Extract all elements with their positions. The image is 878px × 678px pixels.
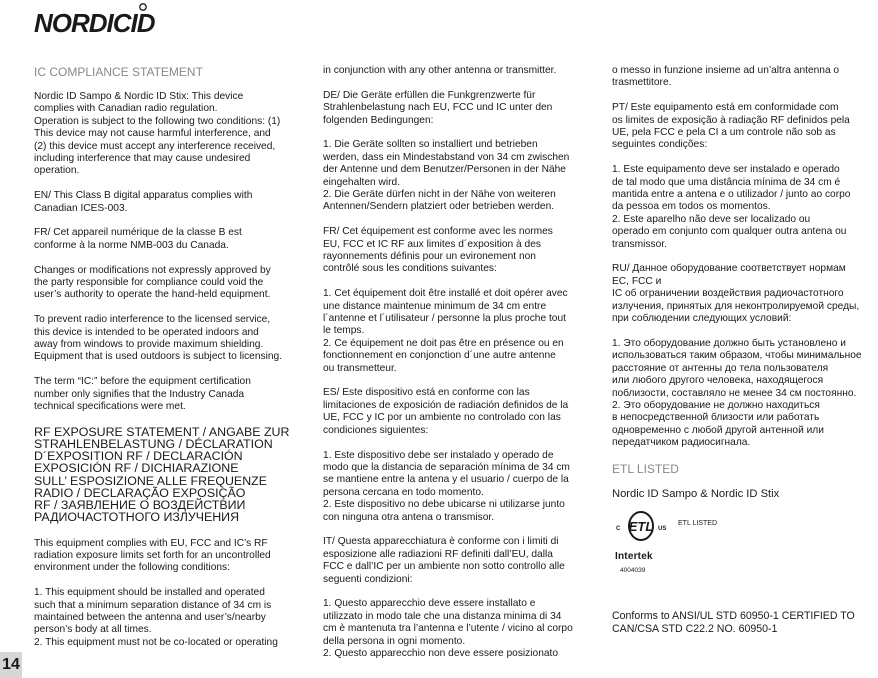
fr-intro-paragraph: FR/ Cet équipement est conforme avec les normes EU, FCC et IC RF aux limites d´exposition à des rayonnements définis pour un evironement non contrôlé sous les conditions suivantes: bbox=[323, 226, 553, 275]
it-conditions-list: 1. Questo apparecchio deve essere installato e utilizzato in modo tale che una distanza minima di 34 cm è mantenuta tra l’antenna e l’utente / vicino al corpo della persona in ogni momento. 2. Questo apparecchio non deve essere posizionato bbox=[323, 598, 573, 659]
ic-compliance-heading: IC COMPLIANCE STATEMENT bbox=[34, 65, 203, 79]
etl-logo-icon bbox=[612, 510, 670, 542]
prevent-interference-paragraph: To prevent radio interference to the licensed service, this device is intended to be operated indoors and away from windows to provide maximum shielding. Equipment that is used outdoors is subject to licensing. bbox=[34, 314, 283, 363]
svg-text:ETL: ETL bbox=[628, 519, 654, 535]
column-2 bbox=[323, 65, 587, 673]
etl-certification-mark bbox=[612, 510, 878, 575]
pt-intro-paragraph: PT/ Este equipamento está em conformidade com os limites de exposição à radiação RF definidos pela UE, pela FCC e pela CI a um controle não sob as seguintes condições: bbox=[612, 102, 850, 151]
logo-text: NORDICID bbox=[34, 8, 155, 36]
product-name: Nordic ID Sampo & Nordic ID Stix bbox=[612, 487, 780, 500]
rf-exposure-heading: RF EXPOSURE STATEMENT / ANGABE ZUR STRAHLENBELASTUNG / DÉCLARATION D´EXPOSITION RF / DECLARACIÓN EXPOSICIÓN RF / DICHIARAZIONE SULL’ ESPOSIZIONE ALLE FREQUENZE RADIO / DECLARAÇÃO EXPOSIÇÃO RF / ЗАЯВЛЕНИЕ О ВОЗДЕЙСТВИИ РАДИОЧАСТОТНОГО ИЗЛУЧЕНИЯ bbox=[34, 424, 290, 525]
rf-conditions-list: 1. This equipment should be installed and operated such that a minimum separation distance of 34 cm is maintained between the antenna and user’s/nearby person’s body at all times. 2. This equipment must not be co-located or operating bbox=[34, 587, 278, 648]
etl-c-label: C bbox=[616, 526, 621, 533]
etl-listed-label: ETL LISTED bbox=[678, 520, 718, 528]
column-3 bbox=[612, 65, 878, 635]
it-intro-paragraph: IT/ Questa apparecchiatura è conforme con i limiti di esposizione alle radiazioni RF definiti dall’EU, dalla FCC e dall’IC per un ambiente non sotto controllo alle seguenti condizioni: bbox=[323, 536, 565, 585]
changes-paragraph: Changes or modifications not expressly approved by the party responsible for compliance could void the user’s authority to operate the hand-held equipment. bbox=[34, 264, 271, 301]
ru-intro-paragraph: RU/ Данное оборудование соответствует нормам EC, FCC и IC об ограничении воздействия радиочастотного излучения, принятых для неконтролируемой среды, при соблюдении следующих условий: bbox=[612, 263, 860, 325]
nordic-id-logo bbox=[34, 8, 164, 36]
conformity-statement: Conforms to ANSI/UL STD 60950-1 CERTIFIED TO CAN/CSA STD C22.2 NO. 60950-1 bbox=[612, 610, 855, 635]
etl-listed-heading: ETL LISTED bbox=[612, 461, 679, 476]
rf-list-continuation: in conjunction with any other antenna or transmitter. bbox=[323, 65, 557, 76]
column-1 bbox=[34, 65, 296, 662]
term-ic-paragraph: The term “IC:” before the equipment certification number only signifies that the Industry Canada technical specifications were met. bbox=[34, 376, 251, 413]
es-intro-paragraph: ES/ Este dispositivo está en conforme con las limitaciones de exposición de radiación definidos de la UE, FCC y IC por un ambiente no controlado con las condiciones siguientes: bbox=[323, 387, 569, 436]
etl-us-label: US bbox=[658, 526, 667, 533]
pt-conditions-list: 1. Este equipamento deve ser instalado e operado de tal modo que uma distância mínima de 34 cm é mantida entre a antena e o utilizador / junto ao corpo da pessoa em todos os momentos. 2. Este aparelho não deve ser localizado ou operado em conjunto com qualquer outra antena ou transmissor. bbox=[612, 164, 851, 250]
page-number: 14 bbox=[0, 652, 22, 678]
logo-mark-icon bbox=[138, 2, 148, 12]
ic-en-paragraph: EN/ This Class B digital apparatus complies with Canadian ICES-003. bbox=[34, 190, 253, 214]
ic-paragraph: Nordic ID Sampo & Nordic ID Stix: This device complies with Canadian radio regulation. Operation is subject to the following two conditions: (1) This device may not cause harmful interference, and (2) this device must accept any interference received, including interference that may cause undesired operation. bbox=[34, 91, 281, 177]
de-intro-paragraph: DE/ Die Geräte erfüllen die Funkgrenzwerte für Strahlenbelastung nach EU, FCC und IC unter den folgenden Bedingungen: bbox=[323, 89, 553, 126]
intertek-label: Intertek bbox=[615, 551, 653, 563]
it-list-continuation: o messo in funzione insieme ad un’altra antenna o trasmettitore. bbox=[612, 65, 840, 89]
de-conditions-list: 1. Die Geräte sollten so installiert und betrieben werden, dass ein Mindestabstand von 34 cm zwischen der Antenne und dem Benutzer/Personen in der Nähe eingehalten wird. 2. Die Geräte dürfen nicht in der Nähe von weiteren Antennen/Sendern platziert oder betrieben werden. bbox=[323, 139, 570, 213]
certificate-number: 4004039 bbox=[620, 567, 646, 575]
ru-conditions-list: 1. Это оборудование должно быть установлено и использоваться таким образом, чтобы минимальное расстояние от антенны до тела пользователя или любого другого человека, находящегося поблизости, составляло не менее 34 см постоянно. 2. Это оборудование не должно находиться в непосредственной близости или работать одновременно с любой другой антенной или передатчиком радиосигнала. bbox=[612, 337, 862, 449]
es-conditions-list: 1. Este dispositivo debe ser instalado y operado de modo que la distancia de separación mínima de 34 cm se mantiene entre la antena y el usuario / cuerpo de la persona cercana en todo momento. 2. Este dispositivo no debe ubicarse ni utilizarse junto con ninguna otra antena o transmisor. bbox=[323, 449, 570, 523]
fr-conditions-list: 1. Cet équipement doit être installé et doit opérer avec une distance maintenue minimum de 34 cm entre l´antenne et l´utilisateur / personne la plus proche tout le temps. 2. Ce équipement ne doit pas être en présence ou en fonctionnement en conjonction d´une autre antenne ou transmetteur. bbox=[323, 288, 568, 374]
ic-fr-paragraph: FR/ Cet appareil numérique de la classe B est conforme à la norme NMB-003 du Canada. bbox=[34, 227, 242, 251]
rf-exposure-paragraph: This equipment complies with EU, FCC and IC’s RF radiation exposure limits set forth for an uncontrolled environment under the following conditions: bbox=[34, 537, 271, 574]
